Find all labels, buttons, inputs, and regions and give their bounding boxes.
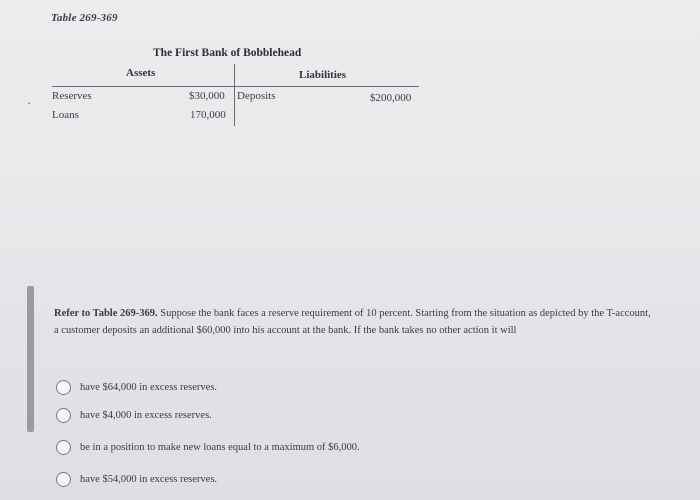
asset-label-loans: Loans — [52, 109, 79, 121]
answer-option-label: be in a position to make new loans equal to a maximum of $6,000. — [80, 441, 360, 453]
left-scroll-rail[interactable] — [27, 286, 34, 432]
question-reference: Refer to Table 269-369. — [54, 308, 158, 319]
question-body: Suppose the bank faces a reserve requirement of 10 percent. Starting from the situation as depicted by the T-account, a customer deposits an additional $60,000 into his account at the bank. If the bank takes no other action it will — [54, 308, 651, 336]
dot-marker-icon: • — [28, 100, 31, 108]
liabilities-header: Liabilities — [299, 69, 347, 81]
t-account-vertical-rule — [234, 64, 235, 126]
t-account-horizontal-rule — [52, 86, 419, 87]
answer-option-3[interactable] — [56, 437, 360, 457]
question-text — [54, 305, 654, 339]
liability-label-deposits: Deposits — [237, 90, 276, 102]
answer-option-4[interactable] — [56, 469, 217, 489]
table-caption: Table 269-369 — [51, 12, 118, 24]
answer-option-2[interactable] — [56, 405, 212, 425]
asset-amount-reserves: $30,000 — [189, 90, 225, 102]
asset-amount-loans: 170,000 — [190, 109, 226, 121]
answer-option-label: have $64,000 in excess reserves. — [80, 381, 218, 393]
radio-button-icon[interactable] — [56, 472, 71, 487]
liability-amount-deposits: $200,000 — [370, 92, 412, 104]
answer-option-label: have $54,000 in excess reserves. — [80, 473, 218, 485]
radio-button-icon[interactable] — [56, 440, 71, 455]
t-account-title: The First Bank of Bobblehead — [153, 47, 302, 59]
radio-button-icon[interactable] — [56, 380, 71, 395]
assets-header: Assets — [126, 67, 156, 79]
radio-button-icon[interactable] — [56, 408, 71, 423]
answer-option-1[interactable] — [56, 377, 217, 397]
asset-label-reserves: Reserves — [52, 90, 92, 102]
answer-option-label: have $4,000 in excess reserves. — [80, 409, 212, 421]
